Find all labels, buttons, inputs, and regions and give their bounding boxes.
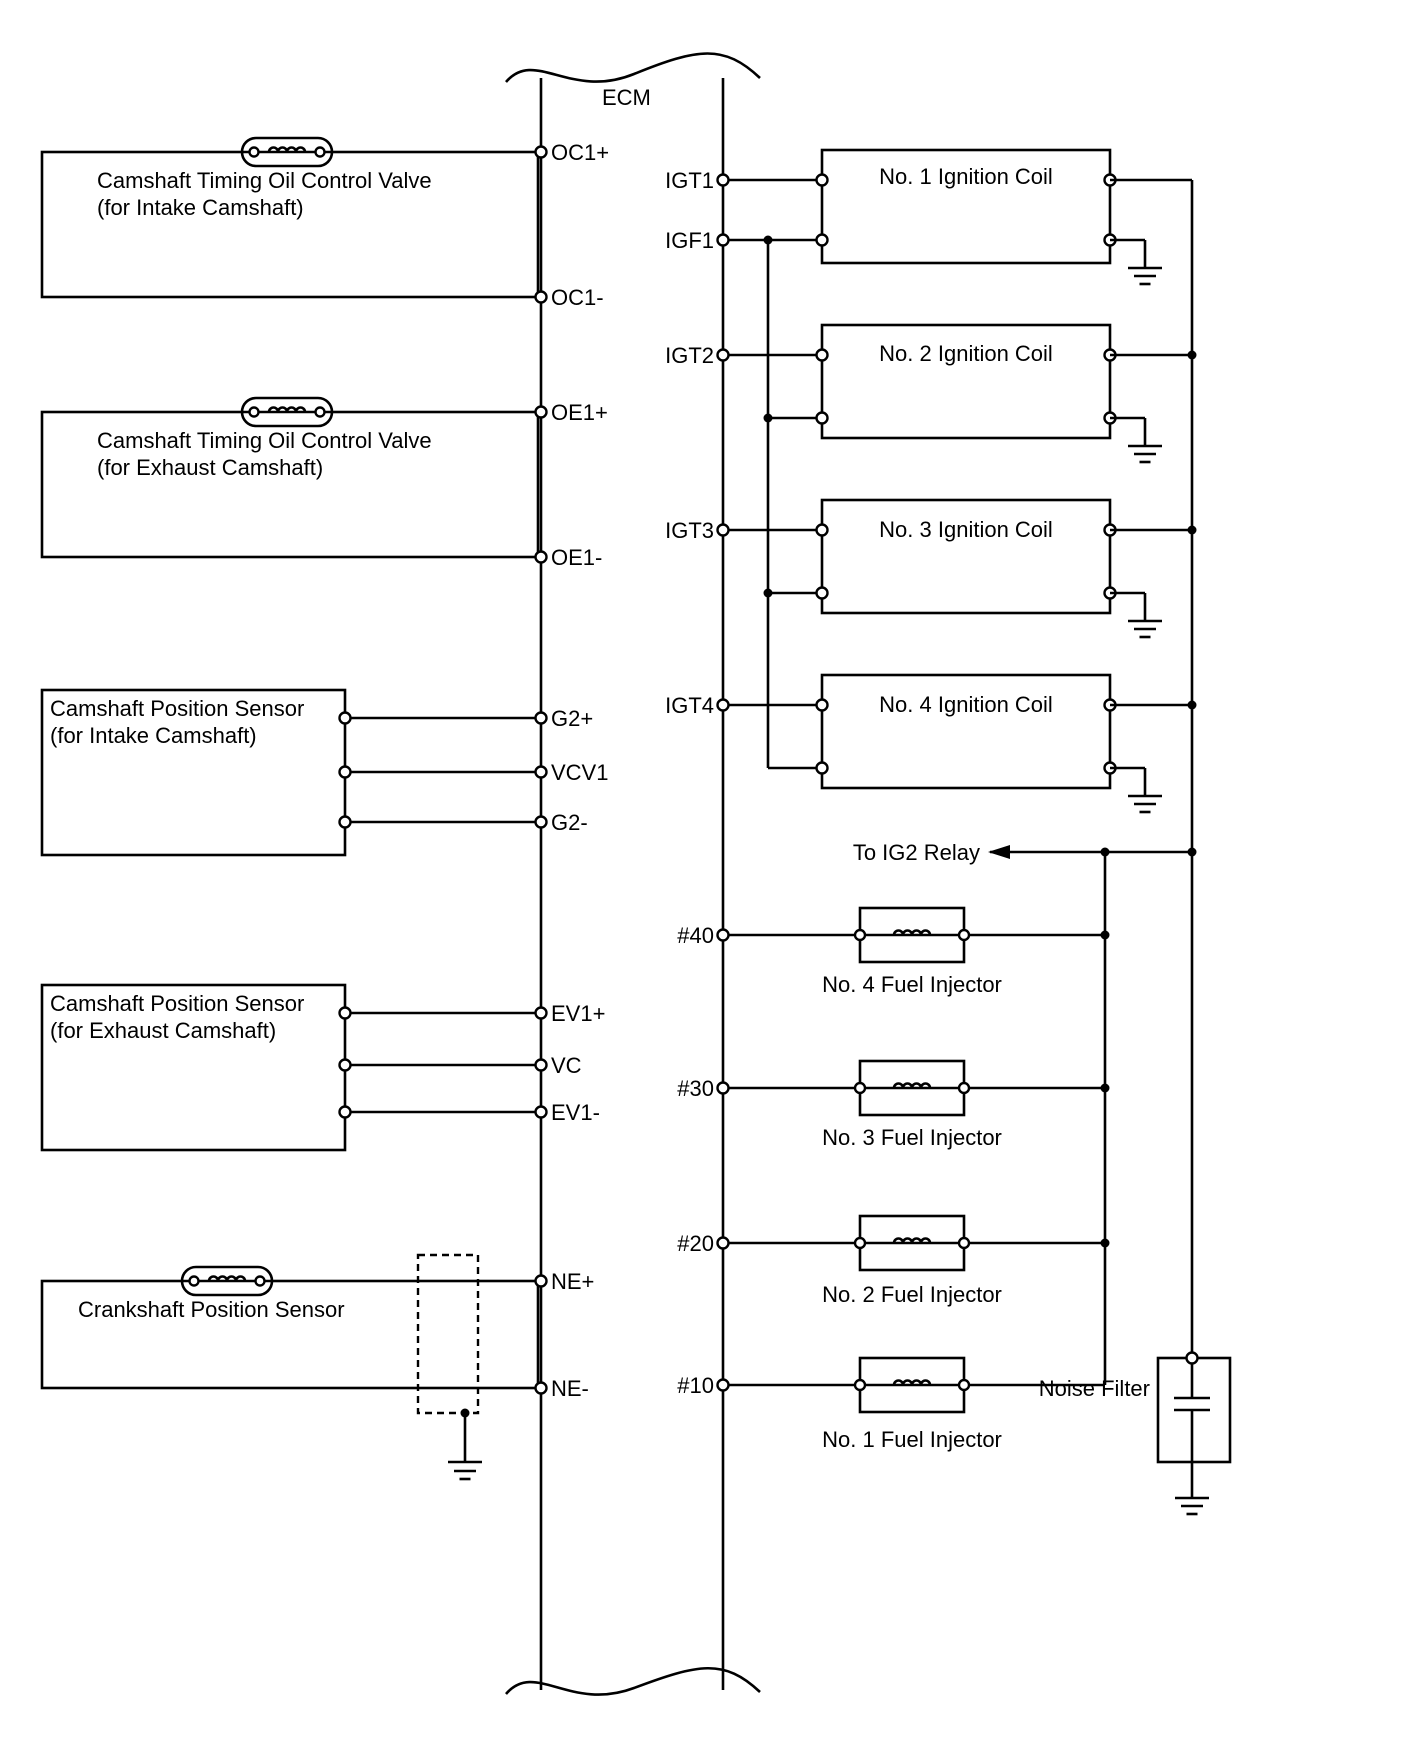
fuel-injector-1-label: No. 1 Fuel Injector <box>822 1427 1002 1452</box>
terminal-label-g2-plus: G2+ <box>551 706 594 731</box>
coil-grounds <box>1110 240 1162 812</box>
terminal-label-igt2: IGT2 <box>665 343 714 368</box>
terminal-label-vcv1: VCV1 <box>551 760 609 785</box>
terminal-label-ev1-minus: EV1- <box>551 1100 600 1125</box>
cps-intake-label-line1: Camshaft Position Sensor <box>50 696 305 721</box>
fuel-injector-2-symbol <box>723 1216 1105 1270</box>
noise-filter-symbol <box>1158 1353 1230 1515</box>
terminal-label-10: #10 <box>677 1373 714 1398</box>
terminal-label-igt4: IGT4 <box>665 693 714 718</box>
ignition-wiring <box>723 180 822 768</box>
arrow-left-icon <box>988 845 1010 859</box>
ecm-label: ECM <box>602 85 651 110</box>
crank-sensor-label: Crankshaft Position Sensor <box>78 1297 345 1322</box>
terminal-label-oe1-minus: OE1- <box>551 545 603 570</box>
terminal-label-ne-minus: NE- <box>551 1376 589 1401</box>
terminal-label-igt3: IGT3 <box>665 518 714 543</box>
terminal-label-ev1-plus: EV1+ <box>551 1001 606 1026</box>
ocv-intake-label-line1: Camshaft Timing Oil Control Valve <box>97 168 432 193</box>
cps-exhaust-label-line1: Camshaft Position Sensor <box>50 991 305 1016</box>
terminal-label-igt1: IGT1 <box>665 168 714 193</box>
terminal-label-20: #20 <box>677 1231 714 1256</box>
ig2-relay-feed <box>988 845 1192 859</box>
noise-filter-label: Noise Filter <box>1038 1376 1150 1401</box>
fuel-injector-2-label: No. 2 Fuel Injector <box>822 1282 1002 1307</box>
cps-exhaust-label-line2: (for Exhaust Camshaft) <box>50 1018 277 1043</box>
fuel-injector-3-label: No. 3 Fuel Injector <box>822 1125 1002 1150</box>
terminal-label-40: #40 <box>677 923 714 948</box>
terminal-label-oe1-plus: OE1+ <box>551 400 608 425</box>
crankshaft-position-sensor <box>42 1267 538 1388</box>
terminal-label-igf1: IGF1 <box>665 228 714 253</box>
ig2-relay-label: To IG2 Relay <box>852 840 980 865</box>
ignition-coil-2-label: No. 2 Ignition Coil <box>879 341 1053 366</box>
fuel-injector-4-label: No. 4 Fuel Injector <box>822 972 1002 997</box>
shield-ground <box>418 1255 482 1479</box>
terminal-label-vc: VC <box>551 1053 582 1078</box>
ecm-break-top <box>506 54 760 83</box>
ignition-coil-3-label: No. 3 Ignition Coil <box>879 517 1053 542</box>
terminal-label-ne-plus: NE+ <box>551 1269 595 1294</box>
terminal-label-oc1-minus: OC1- <box>551 285 604 310</box>
ocv-intake-label-line2: (for Intake Camshaft) <box>97 195 304 220</box>
terminal-label-oc1-plus: OC1+ <box>551 140 610 165</box>
ocv-exhaust-label-line2: (for Exhaust Camshaft) <box>97 455 324 480</box>
ignition-coil-4-label: No. 4 Ignition Coil <box>879 692 1053 717</box>
terminal-label-g2-minus: G2- <box>551 810 588 835</box>
terminal-label-30: #30 <box>677 1076 714 1101</box>
fuel-injector-4-symbol <box>723 908 1105 962</box>
injector-supply-bus <box>1101 852 1110 1385</box>
ocv-exhaust-label-line1: Camshaft Timing Oil Control Valve <box>97 428 432 453</box>
fuel-injector-3-symbol <box>723 1061 1105 1115</box>
ignition-coil-1-label: No. 1 Ignition Coil <box>879 164 1053 189</box>
cps-intake-label-line2: (for Intake Camshaft) <box>50 723 257 748</box>
